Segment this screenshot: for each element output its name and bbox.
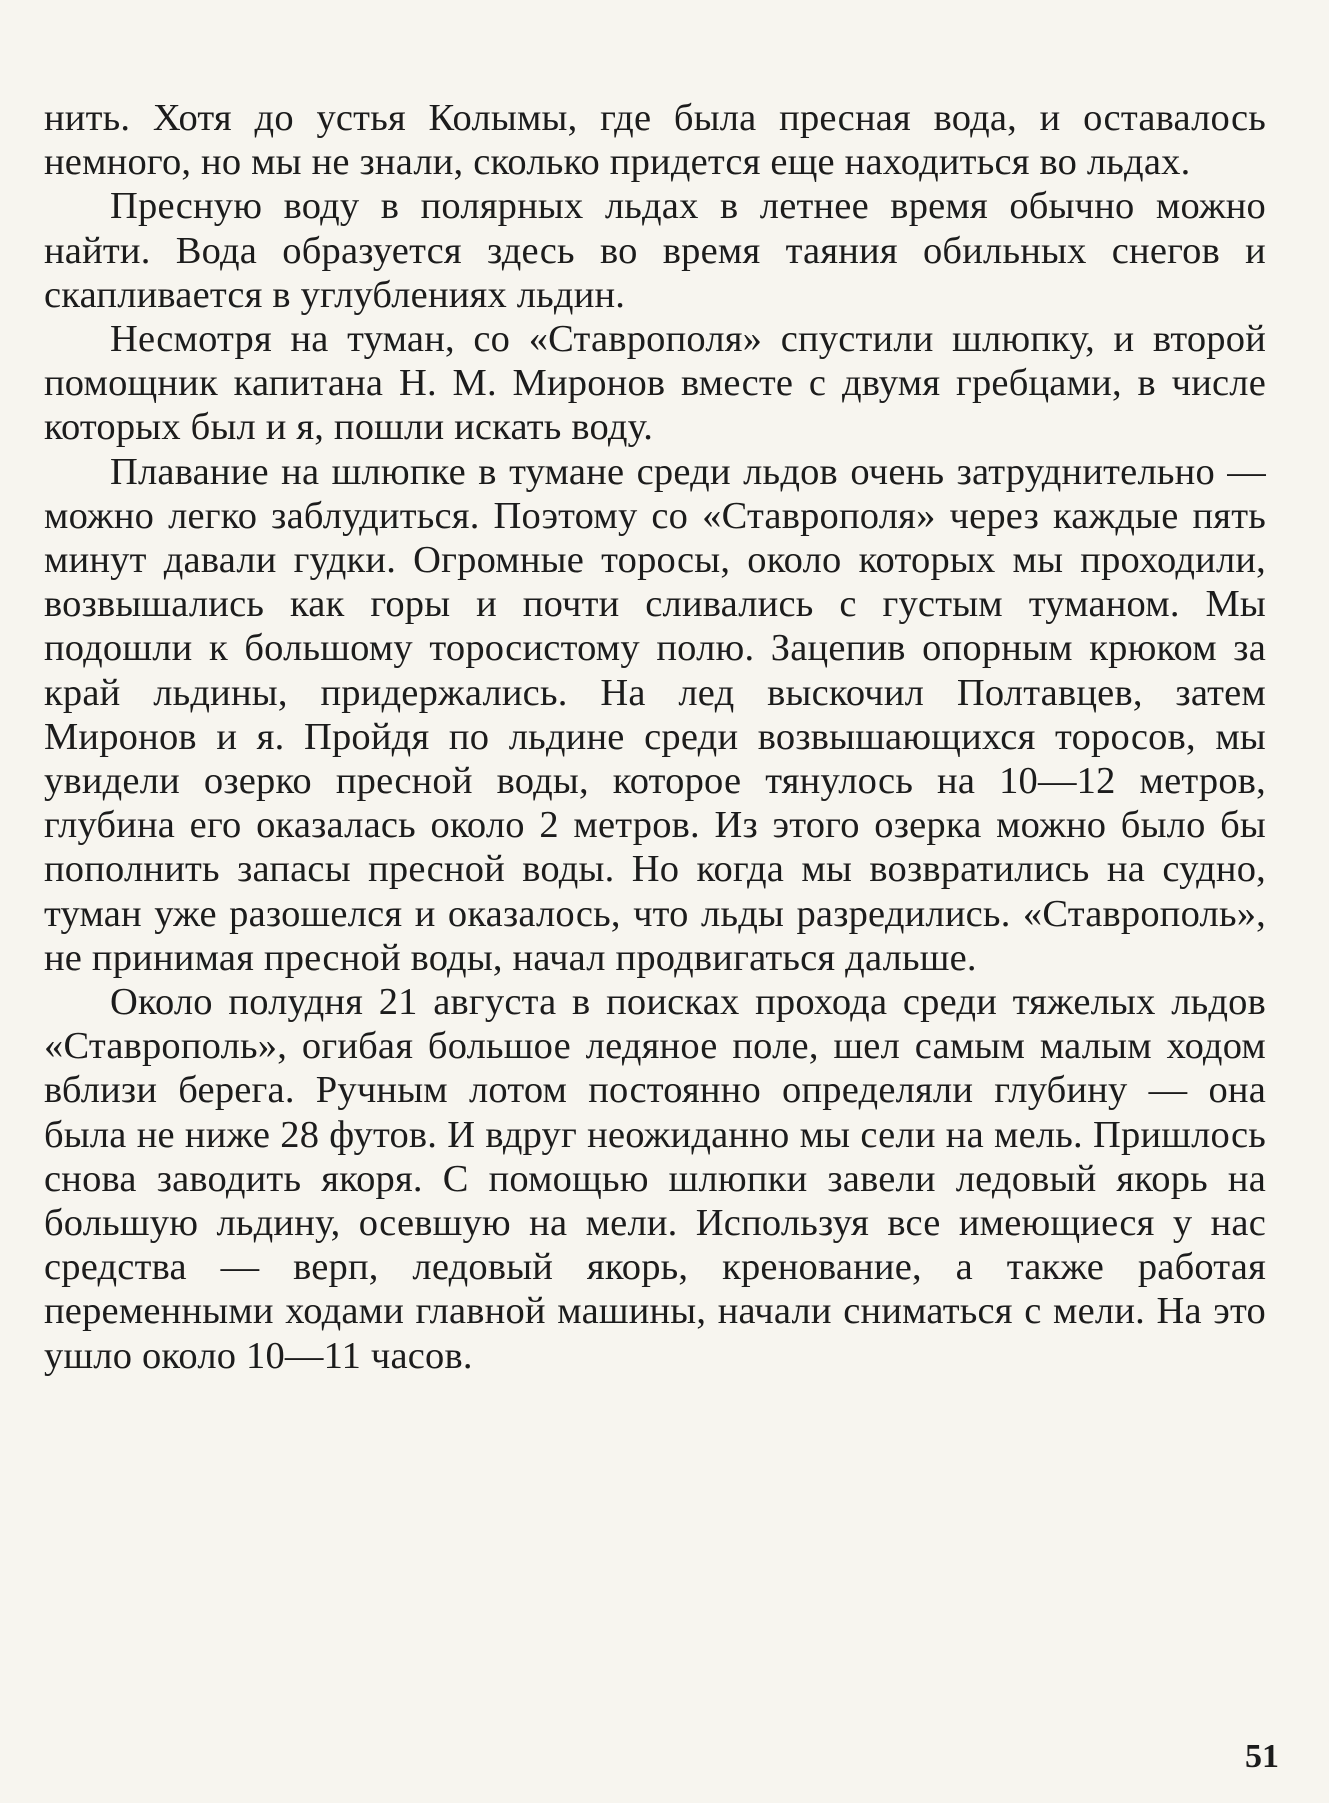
paragraph-5: Около полудня 21 августа в поисках прохода среди тяжелых льдов «Ставрополь», огибая большое ледяное поле, шел самым малым ходом вблизи берега. Ручным лотом постоянно определяли глубину — она была не ниже 28 футов. И вдруг неожиданно мы сели на мель. Пришлось снова заводить якоря. С помощью шлюпки завели ледовый якорь на большую льдину, осевшую на мели. Используя все имеющиеся у нас средства — верп, ледовый якорь, кренование, а также работая переменными ходами главной машины, начали сниматься с мели. На это ушло около 10—11 часов.	[44, 981, 1266, 1377]
page-number: 51	[1245, 1738, 1279, 1775]
body-text	[44, 96, 1266, 1378]
paragraph-3: Несмотря на туман, со «Ставрополя» спустили шлюпку, и второй помощник капитана Н. М. Миронов вместе с двумя гребцами, в числе которых был и я, пошли искать воду.	[44, 318, 1266, 449]
paragraph-1: нить. Хотя до устья Колымы, где была пресная вода, и оставалось немного, но мы не знали, сколько придется еще находиться во льдах.	[44, 97, 1266, 184]
paragraph-4: Плавание на шлюпке в тумане среди льдов очень затруднительно — можно легко заблудиться. Поэтому со «Ставрополя» через каждые пять минут давали гудки. Огромные торосы, около которых мы проходили, возвышались как горы и почти сливались с густым туманом. Мы подошли к большому торосистому полю. Зацепив опорным крюком за край льдины, придержались. На лед выскочил Полтавцев, затем Миронов и я. Пройдя по льдине среди возвышающихся торосов, мы увидели озерко пресной воды, которое тянулось на 10—12 метров, глубина его оказалась около 2 метров. Из этого озерка можно было бы пополнить запасы пресной воды. Но когда мы возвратились на судно, туман уже разошелся и оказалось, что льды разредились. «Ставрополь», не принимая пресной воды, начал продвигаться дальше.	[44, 450, 1266, 979]
paragraph-2: Пресную воду в полярных льдах в летнее время обычно можно найти. Вода образуется здесь во время таяния обильных снегов и скапливается в углублениях льдин.	[44, 185, 1266, 316]
